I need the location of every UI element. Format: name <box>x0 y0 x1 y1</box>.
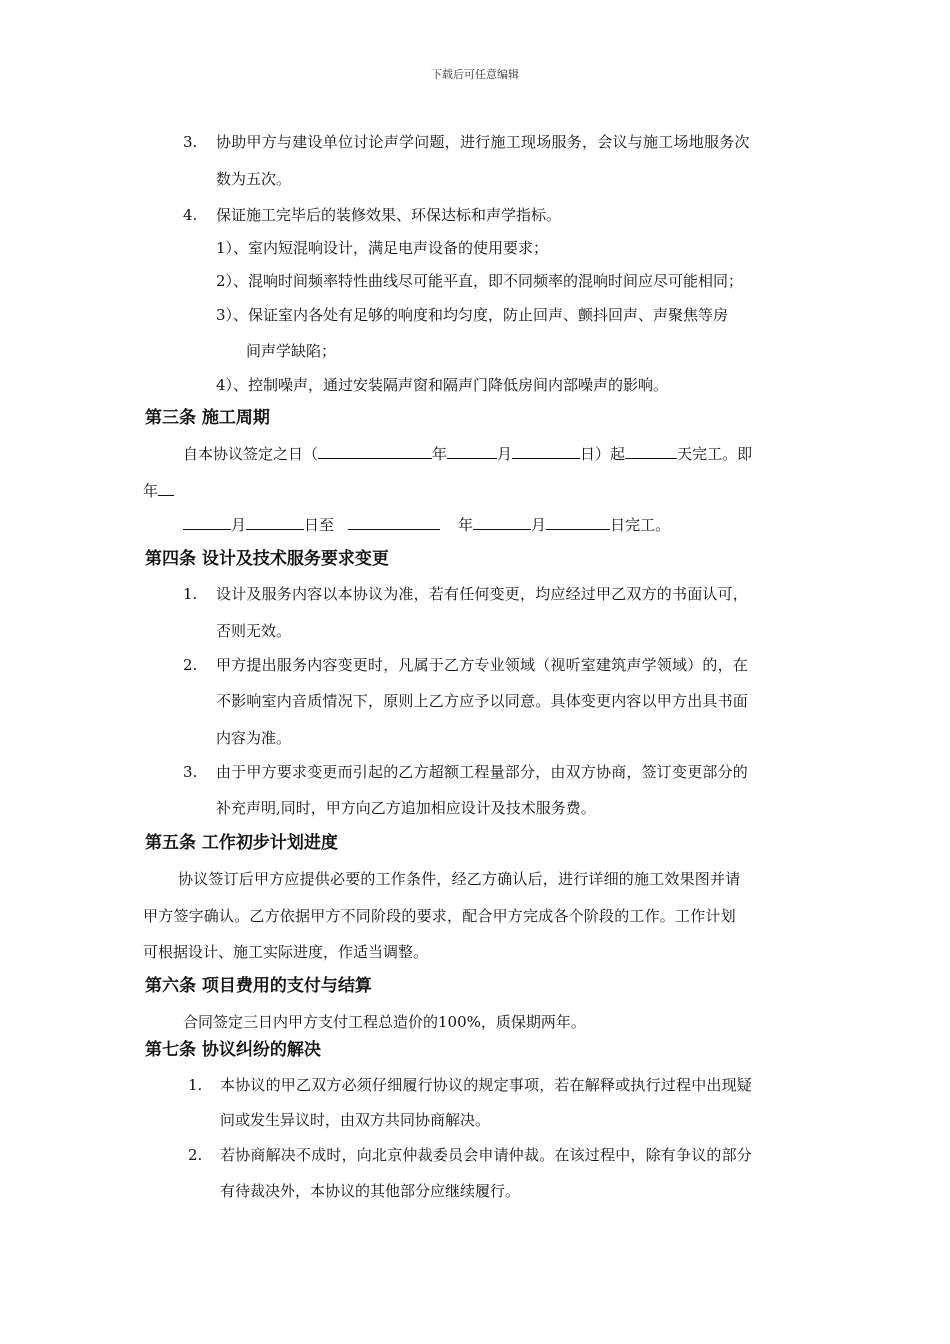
paragraph-line: 设计及服务内容以本协议为准，若有任何变更，均应经过甲乙双方的书面认可， <box>216 585 749 603</box>
date-line: 年 <box>143 480 174 501</box>
blank-field <box>512 443 580 459</box>
item-number: 1. <box>183 585 198 603</box>
sub-item: 1）、室内短混响设计，满足电声设备的使用要求； <box>216 239 549 257</box>
paragraph-line: 问或发生异议时，由双方共同协商解决。 <box>220 1111 491 1129</box>
section-heading: 第三条 施工周期 <box>145 408 270 428</box>
blank-field <box>473 514 531 530</box>
blank-field <box>246 514 304 530</box>
blank-field <box>447 443 497 459</box>
sub-item: 3）、保证室内各处有足够的响度和均匀度，防止回声、颤抖回声、声聚焦等房 <box>216 306 729 324</box>
section-heading: 第七条 协议纠纷的解决 <box>145 1040 321 1060</box>
list-item <box>183 132 197 152</box>
paragraph-line: 否则无效。 <box>216 622 292 640</box>
blank-field <box>183 514 231 530</box>
section-heading: 第五条 工作初步计划进度 <box>145 833 338 853</box>
blank-field <box>625 443 677 459</box>
item-number: 3. <box>183 133 198 151</box>
list-item <box>183 655 197 675</box>
paragraph-line: 内容为准。 <box>216 729 292 747</box>
paragraph-line: 若协商解决不成时，向北京仲裁委员会申请仲裁。在该过程中，除有争议的部分 <box>220 1146 753 1164</box>
item-number: 3. <box>183 763 198 781</box>
sub-item-continuation: 间声学缺陷； <box>246 342 337 360</box>
sub-item: 2）、混响时间频率特性曲线尽可能平直，即不同频率的混响时间应尽可能相同； <box>216 272 744 290</box>
paragraph-line: 合同签定三日内甲方支付工程总造价的100%，质保期两年。 <box>183 1013 586 1031</box>
list-item <box>188 1145 202 1165</box>
paragraph-line: 数为五次。 <box>216 170 292 188</box>
blank-field <box>318 443 432 459</box>
date-line: 月 日至 年 月 日完工。 <box>183 514 670 535</box>
sub-item: 4）、控制噪声，通过安装隔声窗和隔声门降低房间内部噪声的影响。 <box>216 376 669 394</box>
paragraph-line: 协议签订后甲方应提供必要的工作条件，经乙方确认后，进行详细的施工效果图并请 <box>178 870 741 888</box>
paragraph-line: 甲方提出服务内容变更时，凡属于乙方专业领域（视听室建筑声学领域）的，在 <box>216 656 749 674</box>
header-note: 下载后可任意编辑 <box>431 68 519 81</box>
paragraph-line: 协助甲方与建设单位讨论声学问题，进行施工现场服务，会议与施工场地服务次 <box>216 133 750 151</box>
paragraph-line: 不影响室内音质情况下，原则上乙方应予以同意。具体变更内容以甲方出具书面 <box>216 692 749 710</box>
paragraph-line: 有待裁决外，本协议的其他部分应继续履行。 <box>220 1182 521 1200</box>
item-number: 1. <box>188 1076 203 1094</box>
paragraph-line: 可根据设计、施工实际进度，作适当调整。 <box>143 943 429 961</box>
paragraph-line: 补充声明,同时，甲方向乙方追加相应设计及技术服务费。 <box>216 799 596 817</box>
item-number: 4. <box>183 206 198 224</box>
paragraph-line: 由于甲方要求变更而引起的乙方超额工程量部分，由双方协商，签订变更部分的 <box>216 763 749 781</box>
list-item <box>183 762 197 782</box>
blank-field <box>546 514 610 530</box>
blank-field <box>348 514 440 530</box>
section-heading: 第四条 设计及技术服务要求变更 <box>145 549 389 569</box>
list-item <box>188 1075 202 1095</box>
list-item <box>183 584 197 604</box>
list-item <box>183 205 197 225</box>
paragraph-line: 本协议的甲乙双方必须仔细履行协议的规定事项，若在解释或执行过程中出现疑 <box>220 1076 753 1094</box>
item-number: 2. <box>188 1146 203 1164</box>
date-line: 自本协议签定之日（ 年 月 日）起 天完工。即 <box>183 445 753 463</box>
section-heading: 第六条 项目费用的支付与结算 <box>145 976 372 996</box>
paragraph-line: 保证施工完毕后的装修效果、环保达标和声学指标。 <box>216 206 562 224</box>
item-number: 2. <box>183 656 198 674</box>
paragraph-line: 甲方签字确认。乙方依据甲方不同阶段的要求，配合甲方完成各个阶段的工作。工作计划 <box>143 907 736 925</box>
blank-field <box>158 480 174 496</box>
